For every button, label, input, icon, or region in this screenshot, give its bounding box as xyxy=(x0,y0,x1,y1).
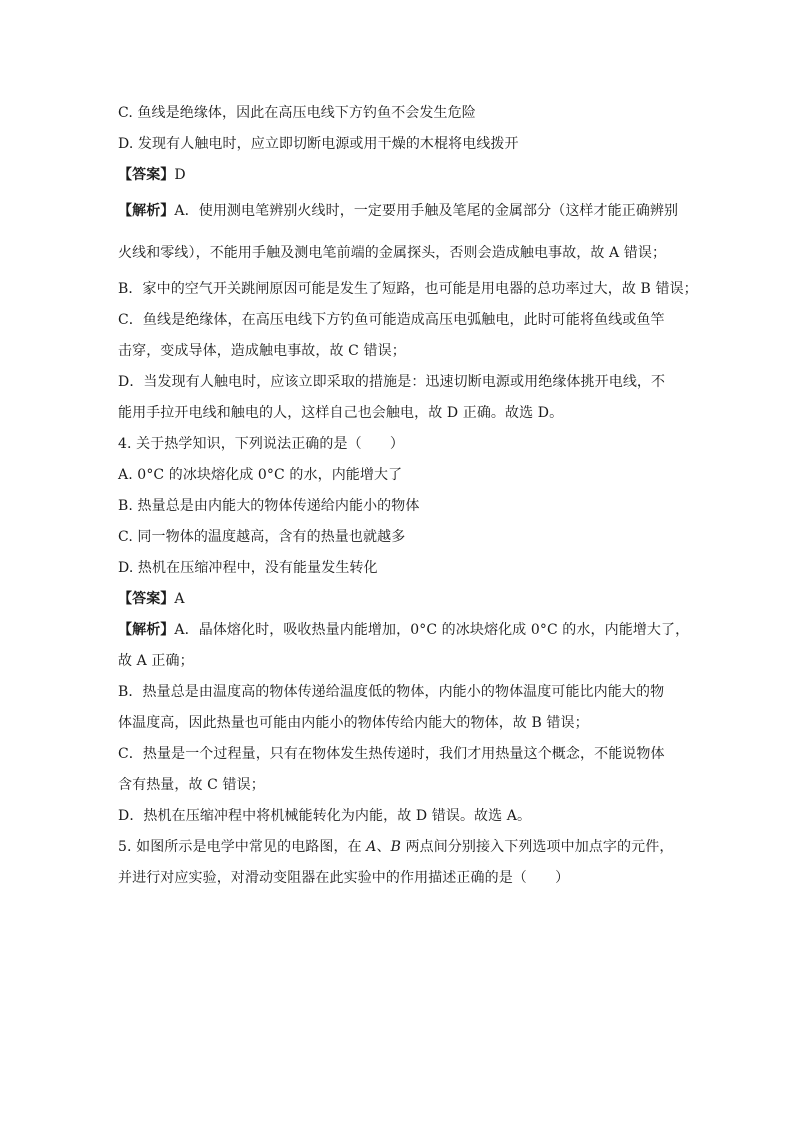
analysis-label: 【解析】 xyxy=(118,203,175,219)
q4-analysis-b-line1: B．热量总是由温度高的物体传递给温度低的物体，内能小的物体温度可能比内能大的物 xyxy=(118,684,665,700)
answer-value: A xyxy=(174,591,185,607)
q4-analysis-c-line2: 含有热量，故 C 错误； xyxy=(118,777,265,793)
analysis-text: A．使用测电笔辨别火线时，一定要用手触及笔尾的金属部分（这样才能正确辨别 xyxy=(174,203,679,219)
q4-analysis-d: D．热机在压缩冲程中将机械能转化为内能，故 D 错误。故选 A。 xyxy=(118,808,532,824)
answer-label: 【答案】 xyxy=(118,591,175,607)
q5-stem-line1 xyxy=(118,837,678,857)
q3-analysis-c-line2: 击穿，变成导体，造成触电事故，故 C 错误； xyxy=(118,343,406,359)
q3-analysis-c-line1: C．鱼线是绝缘体，在高压电线下方钓鱼可能造成高压电弧触电，此时可能将鱼线或鱼竿 xyxy=(118,312,665,328)
q3-option-d: D. 发现有人触电时，应立即切断电源或用干燥的木棍将电线拨开 xyxy=(118,136,519,152)
q3-analysis-b: B．家中的空气开关跳闸原因可能是发生了短路，也可能是用电器的总功率过大，故 B 错误； xyxy=(118,281,698,297)
q4-option-c: C. 同一物体的温度越高，含有的热量也就越多 xyxy=(118,529,406,545)
q5-stem-text: 5. 如图所示是电学中常见的电路图，在 xyxy=(118,839,367,855)
q4-stem: 4. 关于热学知识，下列说法正确的是（ ） xyxy=(118,436,405,452)
q5-stem-line2: 并进行对应实验，对滑动变阻器在此实验中的作用描述正确的是（ ） xyxy=(118,870,570,886)
analysis-label: 【解析】 xyxy=(118,622,175,638)
q3-option-c: C. 鱼线是绝缘体，因此在高压电线下方钓鱼不会发生危险 xyxy=(118,105,476,121)
q3-analysis-d-line2: 能用手拉开电线和触电的人，这样自己也会触电，故 D 正确。故选 D。 xyxy=(118,405,564,421)
point-a-label: A xyxy=(366,839,377,855)
point-b-label: B xyxy=(390,839,401,855)
q3-analysis-d-line1: D．当发现有人触电时，应该立即采取的措施是：迅速切断电源或用绝缘体挑开电线，不 xyxy=(118,374,666,390)
q4-option-a: A. 0°C 的冰块熔化成 0°C 的水，内能增大了 xyxy=(118,467,403,483)
q4-analysis-c-line1: C．热量是一个过程量，只有在物体发生热传递时，我们才用热量这个概念，不能说物体 xyxy=(118,746,665,762)
q5-stem-text: 、 xyxy=(376,839,391,855)
q4-analysis-b-line2: 体温度高，因此热量也可能由内能小的物体传给内能大的物体，故 B 错误； xyxy=(118,715,589,731)
q5-stem-text: 两点间分别接入下列选项中加点字的元件， xyxy=(400,839,674,855)
q3-answer xyxy=(118,165,678,185)
answer-value: D xyxy=(174,167,186,183)
answer-label: 【答案】 xyxy=(118,167,175,183)
q4-analysis-a-line1 xyxy=(118,620,690,640)
q4-option-d: D. 热机在压缩冲程中，没有能量发生转化 xyxy=(118,560,378,576)
q3-analysis-a-line1 xyxy=(118,201,678,221)
q4-option-b: B. 热量总是由内能大的物体传递给内能小的物体 xyxy=(118,498,420,514)
q4-answer xyxy=(118,589,678,609)
q4-analysis-a-line2: 故 A 正确； xyxy=(118,653,194,669)
q3-analysis-a-line2: 火线和零线），不能用手触及测电笔前端的金属探头，否则会造成触电事故，故 A 错误； xyxy=(118,245,667,261)
analysis-text: A．晶体熔化时，吸收热量内能增加，0°C 的冰块熔化成 0°C 的水，内能增大了， xyxy=(174,622,690,638)
